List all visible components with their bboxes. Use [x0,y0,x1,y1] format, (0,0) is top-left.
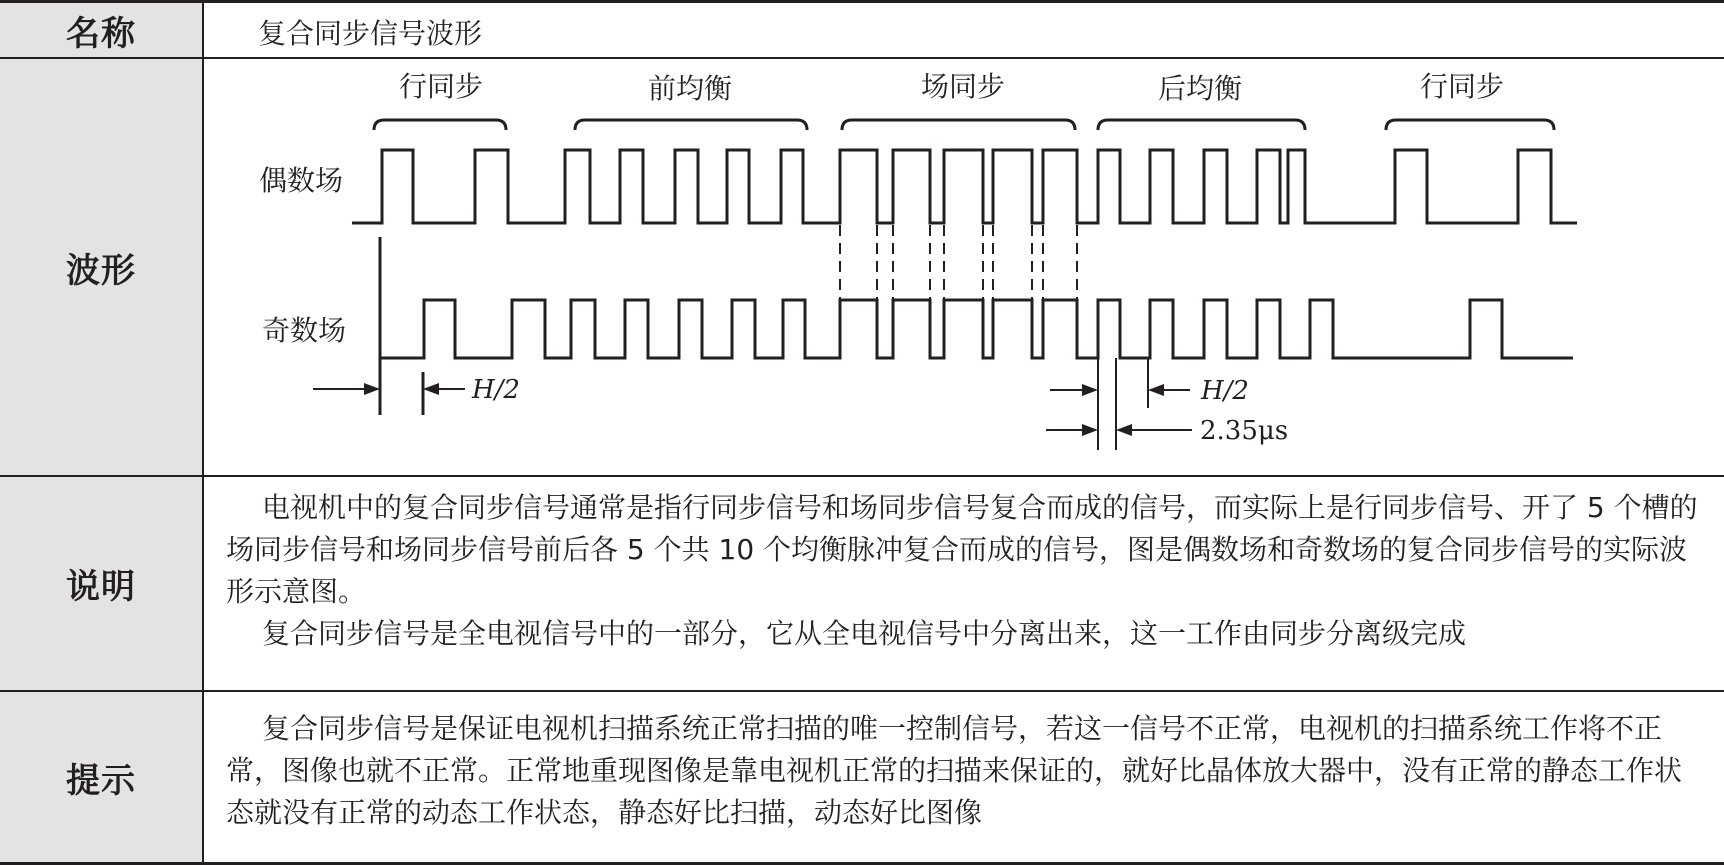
odd-field-label: 奇数场 [262,314,347,347]
row-label-description: 说明 [0,477,204,690]
bracket-label-hsync-left: 行同步 [398,70,484,103]
bracket-hsync-left [374,120,506,130]
pulse-width-label: 2.35μs [1200,416,1289,446]
odd-field-waveform [380,300,1573,358]
arrow-head [1116,424,1132,436]
even-field-waveform [352,150,1577,223]
description-paragraph-2: 复合同步信号是全电视信号中的一部分，它从全电视信号中分离出来，这一工作由同步分离级完成 [262,617,1467,650]
row-label-name: 名称 [0,3,204,57]
bracket-hsync-right [1386,120,1554,130]
bracket-label-post-equalizing: 后均衡 [1157,72,1243,105]
arrow-head [364,383,380,395]
h-half-label-right: H/2 [1201,376,1249,406]
bracket-pre-equalizing [575,120,807,130]
bracket-label-hsync-right: 行同步 [1419,70,1505,103]
signal-name: 复合同步信号波形 [258,17,483,50]
bracket-label-pre-equalizing: 前均衡 [647,72,733,105]
row-label-waveform: 波形 [0,59,204,475]
arrow-head [1148,384,1164,396]
bracket-label-vsync: 场同步 [920,70,1006,103]
tip-paragraph: 复合同步信号是保证电视机扫描系统正常扫描的唯一控制信号，若这一信号不正常，电视机的扫描系统工作将不正常，图像也就不正常。正常地重现图像是靠电视机正常的扫描来保证的，就好比晶体放大器中，没有正常的静态工作状态就没有正常的动态工作状态，静态好比扫描，动态好比图像 [226,712,1683,829]
even-field-label: 偶数场 [259,164,344,197]
bracket-vsync [842,120,1075,130]
description-paragraph-1: 电视机中的复合同步信号通常是指行同步信号和场同步信号复合而成的信号，而实际上是行同步信号、开了 5 个槽的场同步信号和场同步信号前后各 5 个共 10 个均衡脉冲复合而成的信号，图是偶数场和奇数场的复合同步信号的实际波形示意图。 [226,491,1698,608]
arrow-head [423,383,439,395]
row-label-tip: 提示 [0,692,204,862]
arrow-head [1082,384,1098,396]
arrow-head [1082,424,1098,436]
bracket-post-equalizing [1098,120,1305,130]
h-half-label-left: H/2 [472,375,520,405]
